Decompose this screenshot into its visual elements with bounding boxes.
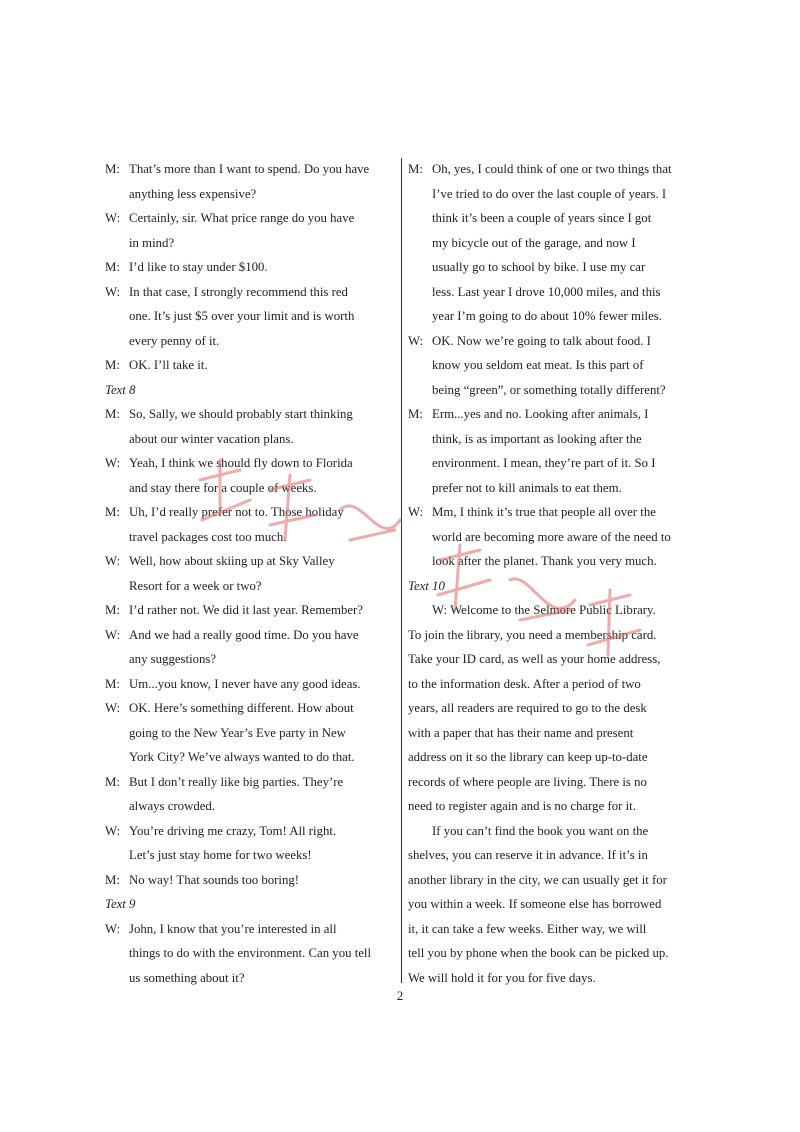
speaker-label: W: (105, 456, 121, 470)
dialogue-text: things to do with the environment. Can you tell (129, 946, 372, 960)
dialogue-line (105, 402, 395, 427)
paragraph-first-line (408, 598, 698, 623)
section-heading-text: Text 8 (105, 382, 136, 397)
dialogue-text: world are becoming more aware of the need to (432, 529, 671, 544)
paragraph-text: To join the library, you need a membership card. (408, 627, 657, 642)
dialogue-line (105, 966, 395, 991)
dialogue-line (408, 476, 698, 501)
right-column (408, 157, 698, 990)
paragraph-line (408, 941, 698, 966)
column-divider (401, 158, 402, 983)
paragraph-text: it, it can take a few weeks. Either way, we will (408, 921, 647, 936)
speaker-label: M: (105, 260, 120, 274)
dialogue-text: always crowded. (129, 799, 215, 813)
dialogue-line (105, 549, 395, 574)
paragraph-line (408, 745, 698, 770)
dialogue-line (408, 157, 698, 182)
dialogue-text: every penny of it. (129, 333, 220, 348)
dialogue-text: But I don’t really like big parties. They’re (129, 774, 344, 789)
dialogue-line (105, 500, 395, 525)
dialogue-text: environment. I mean, they’re part of it. So I (432, 456, 656, 470)
dialogue-line (105, 157, 395, 182)
dialogue-text: and stay there for a couple of weeks. (129, 480, 317, 495)
dialogue-text: York City? We’ve always wanted to do that. (129, 750, 355, 764)
speaker-label: M: (105, 407, 120, 421)
dialogue-line (105, 304, 395, 329)
speaker-label: M: (105, 358, 120, 372)
paragraph-first-line (408, 819, 698, 844)
dialogue-text: going to the New Year’s Eve party in New (129, 725, 346, 740)
dialogue-line (105, 819, 395, 844)
paragraph-text: shelves, you can reserve it in advance. If it’s in (408, 848, 648, 862)
paragraph-text: If you can’t find the book you want on the (432, 823, 649, 838)
dialogue-line (408, 353, 698, 378)
dialogue-line (105, 476, 395, 501)
dialogue-line (105, 451, 395, 476)
paragraph-text: records of where people are living. There is no (408, 774, 647, 789)
dialogue-text: OK. Now we’re going to talk about food. I (432, 333, 651, 348)
paragraph-line (408, 892, 698, 917)
dialogue-text: know you seldom eat meat. Is this part of (432, 358, 644, 372)
paragraph-line (408, 647, 698, 672)
dialogue-line (105, 868, 395, 893)
paragraph-line (408, 868, 698, 893)
dialogue-text: year I’m going to do about 10% fewer miles. (432, 309, 662, 323)
dialogue-line (105, 770, 395, 795)
dialogue-line (105, 574, 395, 599)
speaker-label: W: (105, 284, 121, 299)
dialogue-line (105, 231, 395, 256)
dialogue-line (105, 721, 395, 746)
section-heading-text: Text 10 (408, 578, 445, 593)
paragraph-line (408, 623, 698, 648)
dialogue-text: less. Last year I drove 10,000 miles, and this (432, 284, 661, 299)
dialogue-line (105, 672, 395, 697)
speaker-label: W: (105, 701, 121, 715)
dialogue-line (105, 647, 395, 672)
dialogue-line (105, 280, 395, 305)
dialogue-line (408, 427, 698, 452)
dialogue-line (105, 427, 395, 452)
dialogue-line (105, 745, 395, 770)
speaker-label: M: (105, 774, 120, 789)
speaker-label: W: (408, 505, 424, 519)
dialogue-text: think it’s been a couple of years since I got (432, 211, 652, 225)
dialogue-text: That’s more than I want to spend. Do you have (129, 162, 370, 176)
paragraph-line (408, 672, 698, 697)
dialogue-text: prefer not to kill animals to eat them. (432, 480, 622, 495)
dialogue-text: OK. I’ll take it. (129, 358, 208, 372)
dialogue-line (105, 623, 395, 648)
paragraph-text: address on it so the library can keep up-to-date (408, 750, 648, 764)
dialogue-line (408, 549, 698, 574)
dialogue-line (105, 598, 395, 623)
speaker-label: M: (105, 676, 120, 691)
paragraph-text: need to register again and is no charge for it. (408, 799, 636, 813)
dialogue-line (408, 329, 698, 354)
dialogue-text: think, is as important as looking after the (432, 431, 642, 446)
speaker-label: W: (105, 823, 121, 838)
dialogue-line (408, 304, 698, 329)
dialogue-text: And we had a really good time. Do you have (129, 627, 359, 642)
paragraph-text: W: Welcome to the Selmore Public Library. (432, 603, 656, 617)
dialogue-line (408, 378, 698, 403)
dialogue-text: Um...you know, I never have any good ideas. (129, 676, 361, 691)
paragraph-line (408, 770, 698, 795)
speaker-label: M: (408, 407, 423, 421)
paragraph-text: tell you by phone when the book can be picked up. (408, 946, 669, 960)
dialogue-line (408, 525, 698, 550)
dialogue-text: I’ve tried to do over the last couple of years. I (432, 186, 667, 201)
dialogue-line (408, 451, 698, 476)
page-number: 2 (396, 988, 404, 1003)
dialogue-text: travel packages cost too much. (129, 529, 287, 544)
dialogue-line (408, 231, 698, 256)
dialogue-text: In that case, I strongly recommend this red (129, 284, 348, 299)
dialogue-text: Oh, yes, I could think of one or two things that (432, 162, 672, 176)
dialogue-line (105, 353, 395, 378)
speaker-label: W: (105, 627, 121, 642)
paragraph-line (408, 696, 698, 721)
dialogue-line (105, 941, 395, 966)
paragraph-line (408, 966, 698, 991)
dialogue-text: being “green”, or something totally different? (432, 382, 666, 397)
dialogue-line (408, 255, 698, 280)
dialogue-line (408, 182, 698, 207)
paragraph-text: to the information desk. After a period of two (408, 676, 641, 691)
dialogue-text: look after the planet. Thank you very much. (432, 554, 657, 568)
dialogue-text: Erm...yes and no. Looking after animals, I (432, 407, 649, 421)
dialogue-line (105, 794, 395, 819)
paragraph-text: with a paper that has their name and present (408, 725, 634, 740)
dialogue-line (408, 206, 698, 231)
dialogue-text: OK. Here’s something different. How about (129, 701, 354, 715)
speaker-label: M: (105, 505, 120, 519)
dialogue-text: You’re driving me crazy, Tom! All right. (129, 823, 337, 838)
dialogue-text: Yeah, I think we should fly down to Florida (129, 456, 353, 470)
dialogue-line (105, 329, 395, 354)
speaker-label: M: (105, 162, 120, 176)
paragraph-line (408, 917, 698, 942)
speaker-label: M: (105, 872, 120, 887)
dialogue-line (105, 206, 395, 231)
section-heading-text: Text 9 (105, 897, 136, 911)
paragraph-line (408, 721, 698, 746)
dialogue-text: one. It’s just $5 over your limit and is worth (129, 309, 355, 323)
dialogue-line (105, 696, 395, 721)
dialogue-text: I’d rather not. We did it last year. Remember? (129, 603, 363, 617)
dialogue-line (105, 843, 395, 868)
paragraph-text: years, all readers are required to go to the desk (408, 701, 647, 715)
left-column (105, 157, 395, 990)
dialogue-text: Certainly, sir. What price range do you have (129, 211, 355, 225)
dialogue-line (408, 500, 698, 525)
dialogue-text: Resort for a week or two? (129, 578, 262, 593)
dialogue-text: about our winter vacation plans. (129, 431, 294, 446)
speaker-label: W: (408, 333, 424, 348)
dialogue-text: my bicycle out of the garage, and now I (432, 235, 636, 250)
dialogue-line (105, 182, 395, 207)
dialogue-text: No way! That sounds too boring! (129, 872, 300, 887)
speaker-label: W: (105, 554, 121, 568)
dialogue-text: anything less expensive? (129, 186, 257, 201)
speaker-label: W: (105, 921, 121, 936)
speaker-label: W: (105, 211, 121, 225)
dialogue-line (408, 402, 698, 427)
dialogue-line (105, 917, 395, 942)
dialogue-text: us something about it? (129, 970, 245, 985)
dialogue-text: I’d like to stay under $100. (129, 260, 268, 274)
dialogue-line (105, 525, 395, 550)
dialogue-text: usually go to school by bike. I use my car (432, 260, 646, 274)
paragraph-line (408, 843, 698, 868)
dialogue-line (408, 280, 698, 305)
section-heading (105, 378, 395, 403)
speaker-label: M: (408, 162, 423, 176)
dialogue-text: Uh, I’d really prefer not to. Those holiday (129, 505, 344, 519)
paragraph-text: you within a week. If someone else has borrowed (408, 897, 662, 911)
dialogue-text: John, I know that you’re interested in all (129, 921, 337, 936)
paragraph-text: another library in the city, we can usually get it for (408, 872, 667, 887)
dialogue-line (105, 255, 395, 280)
paragraph-text: We will hold it for you for five days. (408, 970, 596, 985)
paragraph-line (408, 794, 698, 819)
speaker-label: M: (105, 603, 120, 617)
dialogue-text: Mm, I think it’s true that people all over the (432, 505, 656, 519)
section-heading (105, 892, 395, 917)
section-heading (408, 574, 698, 599)
dialogue-text: any suggestions? (129, 652, 217, 666)
dialogue-text: Let’s just stay home for two weeks! (129, 848, 312, 862)
dialogue-text: in mind? (129, 235, 175, 250)
dialogue-text: So, Sally, we should probably start thinking (129, 407, 353, 421)
paragraph-text: Take your ID card, as well as your home address, (408, 652, 661, 666)
dialogue-text: Well, how about skiing up at Sky Valley (129, 554, 335, 568)
